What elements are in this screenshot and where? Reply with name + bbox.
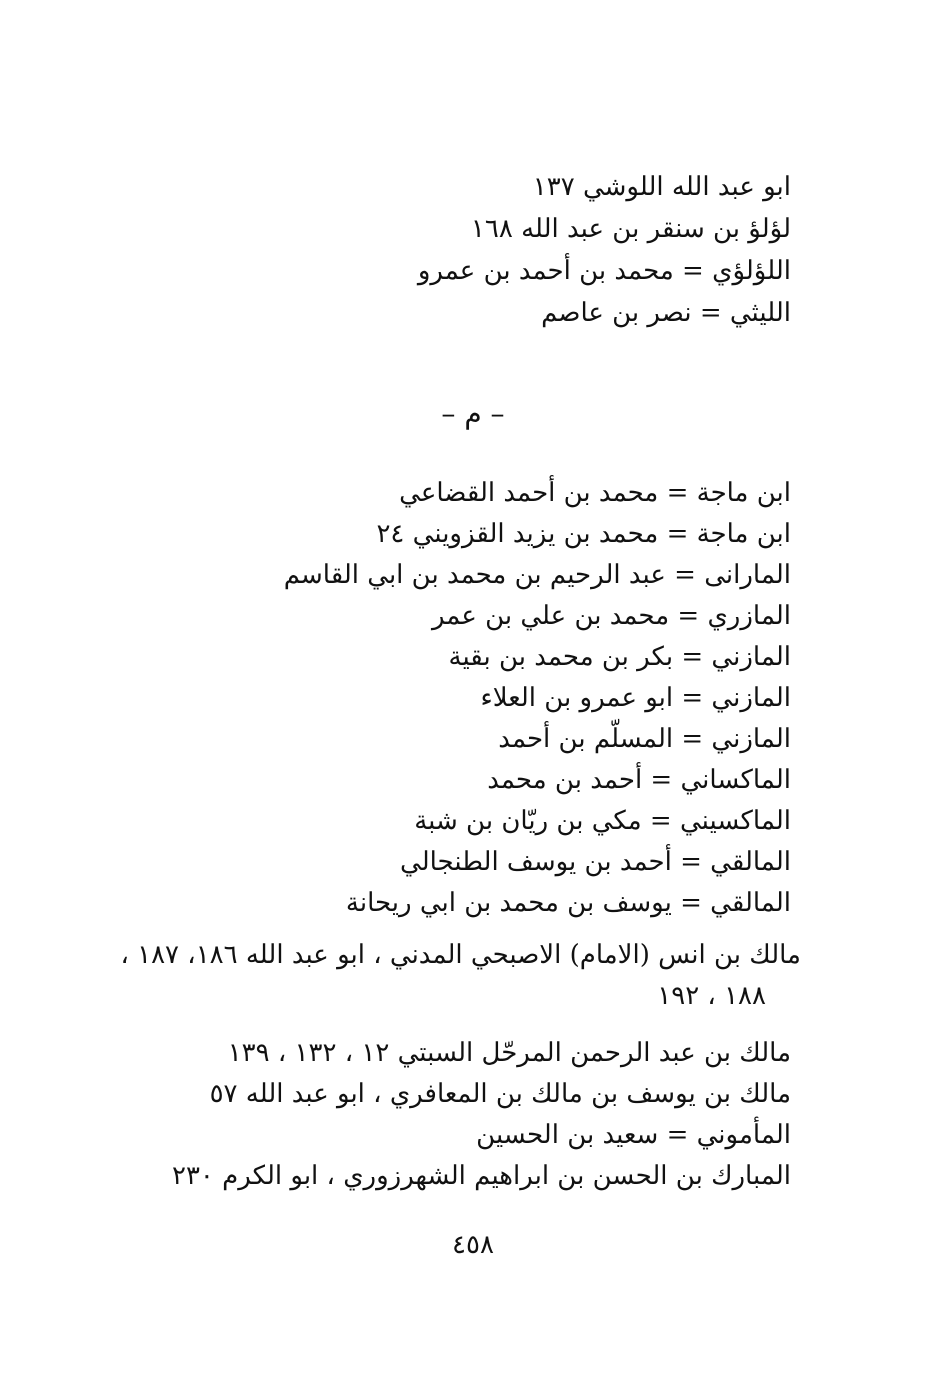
index-entry: مالك بن انس (الامام) الاصبحي المدني ، ابو عبد الله ١٨٦، ١٨٧ ، bbox=[120, 940, 801, 970]
index-entry: المالقي = أحمد بن يوسف الطنجالي bbox=[400, 847, 791, 877]
index-entry: الماكسيني = مكي بن ريّان بن شبة bbox=[414, 806, 791, 836]
index-entry: المارانى = عبد الرحيم بن محمد بن ابي القاسم bbox=[283, 560, 791, 590]
index-entry: المأموني = سعيد بن الحسين bbox=[476, 1120, 791, 1150]
index-entry: المبارك بن الحسن بن ابراهيم الشهرزوري ، ابو الكرم ٢٣٠ bbox=[172, 1161, 791, 1191]
index-entry: ابو عبد الله اللوشي ١٣٧ bbox=[532, 172, 791, 202]
index-entry: الماكساني = أحمد بن محمد bbox=[487, 765, 791, 795]
index-entry: اللؤلؤي = محمد بن أحمد بن عمرو bbox=[417, 256, 791, 286]
index-entry: الليثي = نصر بن عاصم bbox=[541, 298, 791, 328]
index-entry: مالك بن يوسف بن مالك بن المعافري ، ابو عبد الله ٥٧ bbox=[209, 1079, 791, 1109]
index-entry: المازني = المسلّم بن أحمد bbox=[498, 724, 791, 754]
index-entry-continuation: ١٨٨ ، ١٩٢ bbox=[657, 981, 766, 1011]
index-entry: لؤلؤ بن سنقر بن عبد الله ١٦٨ bbox=[470, 214, 791, 244]
section-heading: – م – bbox=[441, 397, 505, 430]
index-entry: ابن ماجة = محمد بن يزيد القزويني ٢٤ bbox=[376, 519, 791, 549]
index-entry: المالقي = يوسف بن محمد بن ابي ريحانة bbox=[345, 888, 791, 918]
index-entry: مالك بن عبد الرحمن المرحّل السبتي ١٢ ، ١٣٢ ، ١٣٩ bbox=[227, 1038, 791, 1068]
index-entry: المازني = ابو عمرو بن العلاء bbox=[480, 683, 791, 713]
index-entry: المازني = بكر بن محمد بن بقية bbox=[448, 642, 791, 672]
page-number: ٤٥٨ bbox=[452, 1230, 494, 1260]
index-entry: المازري = محمد بن علي بن عمر bbox=[431, 601, 791, 631]
index-entry: ابن ماجة = محمد بن أحمد القضاعي bbox=[399, 478, 791, 508]
